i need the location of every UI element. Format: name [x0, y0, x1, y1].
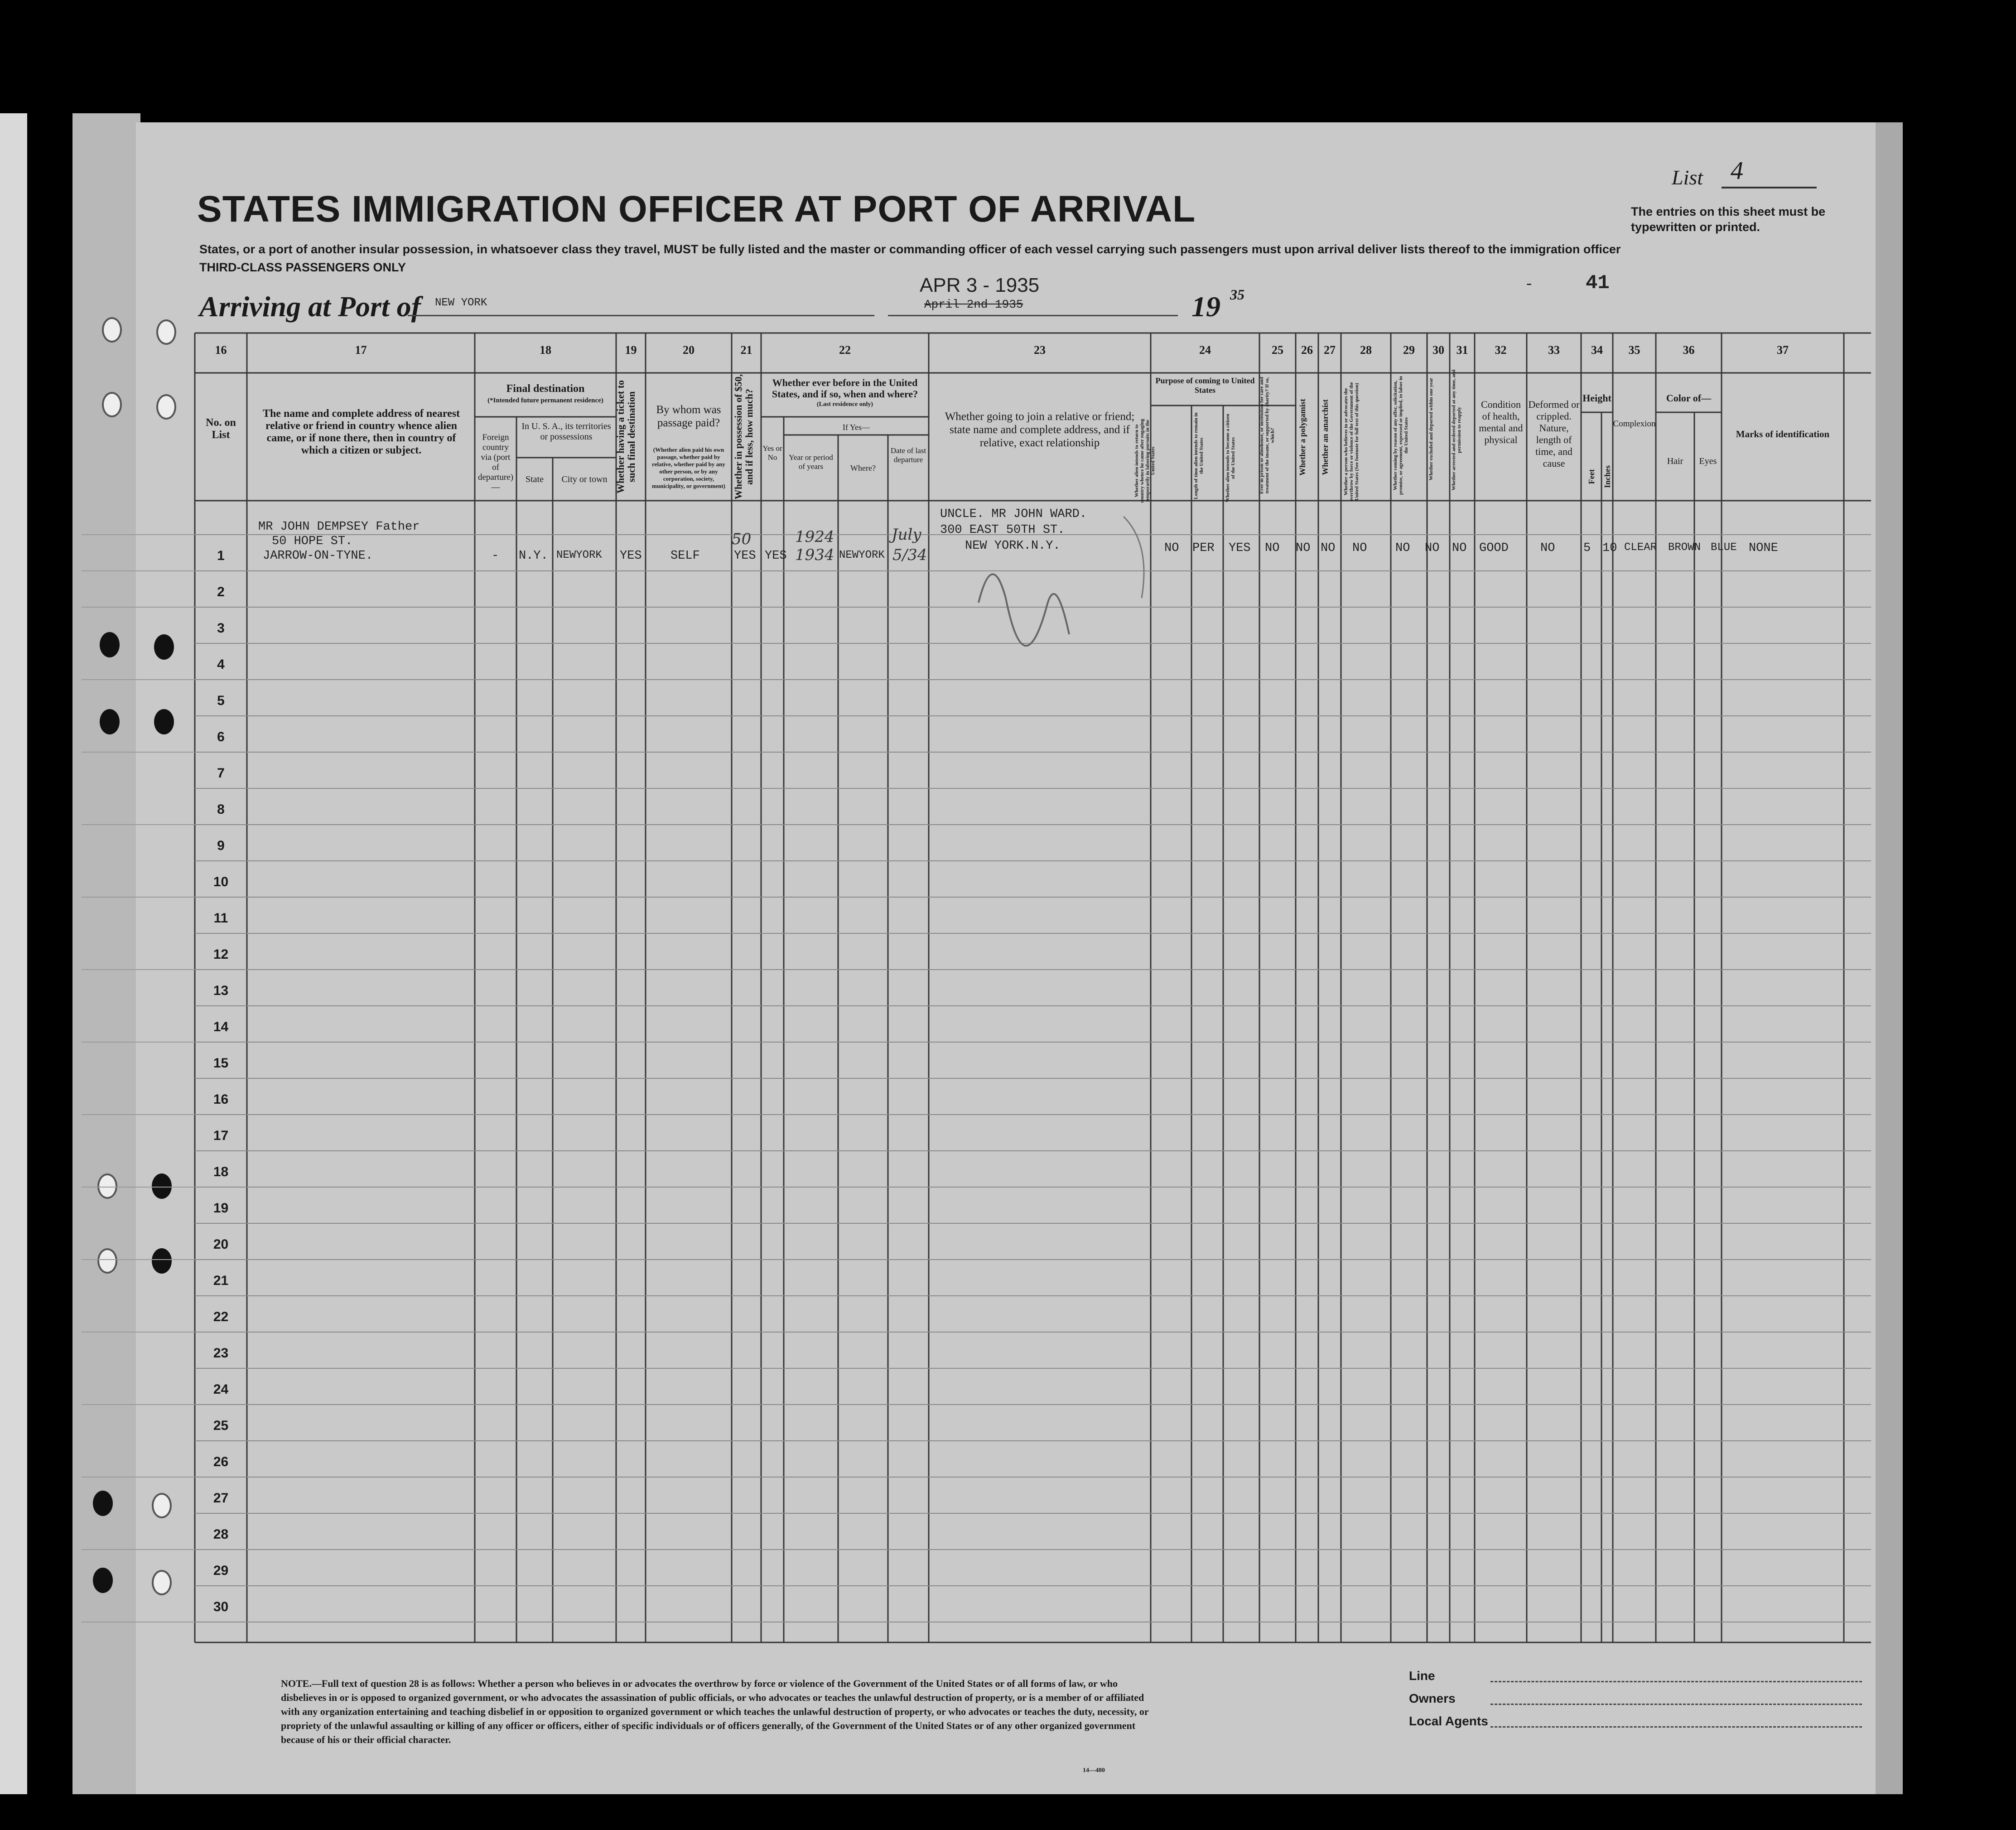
row-number: 23 — [213, 1346, 229, 1361]
col-num-26: 26 — [1301, 343, 1313, 357]
header-deformed: Deformed or crippled. Nature, length of time, and cause — [1528, 399, 1580, 469]
col-num-30: 30 — [1432, 343, 1444, 357]
header-anarchist: Whether an anarchist — [1321, 399, 1330, 475]
port-value: NEW YORK — [435, 297, 487, 309]
col-num-33: 33 — [1548, 343, 1560, 357]
row-number: 7 — [217, 766, 225, 781]
col-num-20: 20 — [683, 343, 695, 357]
struck-date: April 2nd 1935 — [924, 298, 1023, 311]
header-if-yes: If Yes— — [842, 423, 870, 432]
header-purpose: Purpose of coming to United States — [1155, 376, 1255, 395]
row-number: 29 — [213, 1563, 229, 1578]
q31-value: NO — [1452, 541, 1467, 555]
line-label: Line — [1409, 1669, 1435, 1683]
state-value: N.Y. — [519, 549, 548, 563]
joining-line1: UNCLE. MR JOHN WARD. — [940, 507, 1087, 521]
ticket-value: YES — [620, 549, 642, 563]
header-where: Where? — [850, 464, 876, 473]
class-line: THIRD-CLASS PASSENGERS ONLY — [199, 261, 406, 274]
header-passage: By whom was passage paid? — [656, 404, 721, 429]
passage-value: SELF — [670, 549, 700, 563]
row-number: 1 — [217, 548, 225, 563]
header-feet: Feet — [1587, 469, 1596, 484]
col-num-28: 28 — [1360, 343, 1372, 357]
complexion-value: CLEAR — [1624, 541, 1657, 554]
col-num-35: 35 — [1628, 343, 1640, 357]
header-q30: Whether excluded and deported within one year — [1428, 377, 1434, 481]
header-joining: Whether going to join a relative or friend; state name and complete address, and if relative, exact relationship — [945, 410, 1135, 449]
header-year-period: Year or period of years — [789, 453, 833, 471]
col-num-29: 29 — [1403, 343, 1415, 357]
inches-value: 10 — [1602, 541, 1617, 555]
row-number: 3 — [217, 621, 225, 636]
header-date-last-departure: Date of last departure — [890, 446, 926, 464]
row-number: 9 — [217, 838, 225, 853]
header-purpose-citizen: Whether alien intends to become a citizen of the United States — [1225, 414, 1236, 502]
row-number: 26 — [213, 1454, 229, 1469]
condition-value: GOOD — [1479, 541, 1509, 555]
entries-note: The entries on this sheet must be typewritten or printed. — [1631, 205, 1826, 234]
purpose-length-value: PER — [1192, 541, 1215, 555]
header-passage-note: (Whether alien paid his own passage, whether paid by relative, whether paid by any other person, or by any corporation, society, municipality, or government) — [652, 446, 725, 489]
sheet-number: 41 — [1586, 272, 1610, 295]
years-line1: 1924 — [795, 528, 834, 546]
footnote-question-28: NOTE.—Full text of question 28 is as follows: Whether a person who believes in or advocates the overthrow by force or violence of the Government of the United States or of all forms of law, or who disbelieves in or is opposed to organized government, or who advocates the assassination of public officials, or who advocates or teaches the unlawful destruction of property, or is a member of or affiliated with any organization entertaining and teaching disbelief in or opposition to organized government or which teaches the unlawful destruction of property, or who advocates or teaches the duty, necessity, or propriety of the unlawful assaulting or killing of any officer or officers, either of specific individuals or of officers generally, of the Government of the United States or of any other organized government because of his or their official character. — [281, 1678, 1149, 1745]
where-value: NEWYORK — [839, 549, 885, 561]
header-ever-prison: Ever in prison or almshouse, or institution for care and treatment of the insane, or supported by charity? If so, which? — [1259, 377, 1275, 494]
row-number: 16 — [213, 1092, 229, 1107]
row-number: 10 — [213, 874, 229, 889]
header-inches: Inches — [1603, 465, 1612, 488]
money-handwritten: 50 — [732, 530, 752, 548]
row-number: 2 — [217, 584, 225, 599]
row-number: 6 — [217, 729, 225, 744]
header-height: Height — [1582, 392, 1611, 404]
col-num-18: 18 — [540, 343, 551, 357]
header-no-on-list: No. on List — [206, 417, 236, 441]
marks-value: NONE — [1749, 541, 1778, 555]
departure-line1: July — [892, 526, 921, 544]
row-number: 4 — [217, 657, 225, 672]
header-q29: Whether coming by reason of any offer, solicitation, promise, or agreement, expressed or implied, to labor in the United States — [1393, 376, 1409, 495]
page-subtitle: States, or a port of another insular possession, in whatsoever class they travel, MUST be fully listed and the master or commanding officer of each vessel carrying such passengers must upon arrival deliver lists thereof to the immigration officer — [199, 242, 1621, 256]
before-value: YES — [765, 549, 787, 563]
owners-signature-line — [1490, 1704, 1862, 1705]
arriving-label: Arriving at Port of — [199, 290, 421, 323]
q28-value: NO — [1352, 541, 1367, 555]
row-number: 28 — [213, 1527, 229, 1542]
relative-street: 50 HOPE ST. — [272, 535, 353, 548]
line-signature-line — [1490, 1681, 1862, 1682]
header-complexion: Complexion — [1613, 419, 1656, 429]
header-ever-before-note: (Last residence only) — [816, 401, 873, 408]
anarchist-value: NO — [1321, 541, 1336, 555]
row-number: 15 — [213, 1056, 229, 1071]
local-agents-label: Local Agents — [1409, 1714, 1488, 1728]
deformed-value: NO — [1540, 541, 1555, 555]
col-num-16: 16 — [215, 343, 227, 357]
header-final-destination: Final destination — [506, 383, 585, 395]
header-q31: Whether arrested and ordered deported at any time, and permission to reapply — [1451, 369, 1462, 491]
header-color-of: Color of— — [1666, 392, 1712, 404]
col-num-36: 36 — [1683, 343, 1695, 357]
money-value: YES — [734, 549, 756, 563]
row-number: 5 — [217, 693, 225, 708]
feet-value: 5 — [1583, 541, 1591, 555]
row-number: 11 — [213, 911, 228, 926]
col-num-17: 17 — [355, 343, 367, 357]
prison-value: NO — [1265, 541, 1280, 555]
col-num-22: 22 — [839, 343, 851, 357]
header-purpose-length: Length of time alien intends to remain in the United States — [1193, 412, 1204, 499]
joining-line2: 300 EAST 50TH ST. — [940, 523, 1065, 537]
local-agents-signature-line — [1490, 1726, 1862, 1728]
foreign-country-value: - — [492, 549, 499, 563]
form-number: 14—480 — [1083, 1767, 1105, 1774]
polygamist-value: NO — [1296, 541, 1311, 555]
row-number: 27 — [213, 1491, 229, 1506]
col-num-21: 21 — [740, 343, 752, 357]
row-number: 21 — [213, 1273, 229, 1288]
col-num-24: 24 — [1199, 343, 1211, 357]
year-suffix: 35 — [1230, 286, 1244, 303]
list-value: 4 — [1731, 157, 1743, 185]
row-number: 22 — [213, 1309, 229, 1324]
col-num-27: 27 — [1324, 343, 1336, 357]
col-num-34: 34 — [1591, 343, 1603, 357]
page-title: STATES IMMIGRATION OFFICER AT PORT OF ARRIVAL — [197, 188, 1196, 230]
row-number: 30 — [213, 1599, 229, 1614]
row-number: 24 — [213, 1382, 229, 1397]
header-in-usa: In U. S. A., its territories or possessions — [521, 421, 611, 442]
row-number: 25 — [213, 1418, 229, 1433]
col-num-31: 31 — [1456, 343, 1468, 357]
col-num-25: 25 — [1272, 343, 1283, 357]
row-number: 14 — [213, 1019, 229, 1034]
header-eyes: Eyes — [1699, 456, 1717, 466]
header-yes-or-no: Yes or No — [762, 444, 782, 462]
header-ticket: Whether having a ticket to such final destination — [615, 380, 637, 494]
row-number: 19 — [213, 1201, 229, 1216]
q29-value: NO — [1395, 541, 1410, 555]
header-hair: Hair — [1667, 456, 1683, 466]
hair-value: BROWN — [1668, 541, 1701, 554]
header-state: State — [526, 474, 544, 484]
years-line2: 1934 — [795, 546, 834, 564]
list-label: List — [1672, 166, 1703, 189]
col-num-37: 37 — [1777, 343, 1789, 357]
col-num-32: 32 — [1495, 343, 1507, 357]
date-stamp: APR 3 - 1935 — [920, 274, 1040, 296]
header-foreign-country: Foreign country via (port of departure)— — [477, 433, 514, 492]
q30-value: NO — [1425, 541, 1440, 555]
header-marks: Marks of identification — [1736, 429, 1830, 439]
header-final-destination-note: (*Intended future permanent residence) — [487, 397, 603, 404]
eyes-value: BLUE — [1711, 541, 1737, 554]
header-condition: Condition of health, mental and physical — [1479, 399, 1523, 445]
header-purpose-return: Whether alien intends to return to country whence he came after engaging temporarily in laboring pursuits in the United States — [1134, 419, 1156, 503]
departure-line2: 5/34 — [892, 546, 927, 564]
purpose-citizen-value: YES — [1229, 541, 1251, 555]
city-value: NEWYORK — [556, 549, 602, 561]
purpose-return-value: NO — [1164, 541, 1179, 555]
dash-mark: - — [1524, 276, 1534, 294]
joining-line3: NEW YORK.N.Y. — [965, 539, 1061, 553]
row-number: 8 — [217, 802, 225, 817]
col-num-19: 19 — [625, 343, 637, 357]
row-number: 13 — [213, 983, 229, 998]
row-number: 18 — [213, 1164, 229, 1179]
row-number: 12 — [213, 947, 229, 962]
header-city: City or town — [561, 474, 608, 484]
owners-label: Owners — [1409, 1691, 1456, 1705]
header-q28: Whether a person who believes in or advocates the overthrow by force or violence of the Government of the United States (See footnote for full text of this question) — [1343, 382, 1360, 502]
col-num-23: 23 — [1034, 343, 1046, 357]
relative-town: JARROW-ON-TYNE. — [263, 549, 373, 563]
row-number: 17 — [213, 1128, 229, 1143]
row-number: 20 — [213, 1237, 229, 1252]
header-ever-before: Whether ever before in the United States, and if so, when and where? — [772, 377, 918, 400]
header-polygamist: Whether a polygamist — [1298, 399, 1307, 476]
header-possession-50: Whether in possession of $50, and if less, how much? — [733, 374, 755, 500]
year-prefix: 19 — [1191, 290, 1220, 323]
header-nearest-relative: The name and complete address of nearest relative or friend in country whence alien came, or if none there, then in country of which a citizen or subject. — [262, 408, 460, 456]
relative-name: MR JOHN DEMPSEY Father — [258, 520, 420, 534]
